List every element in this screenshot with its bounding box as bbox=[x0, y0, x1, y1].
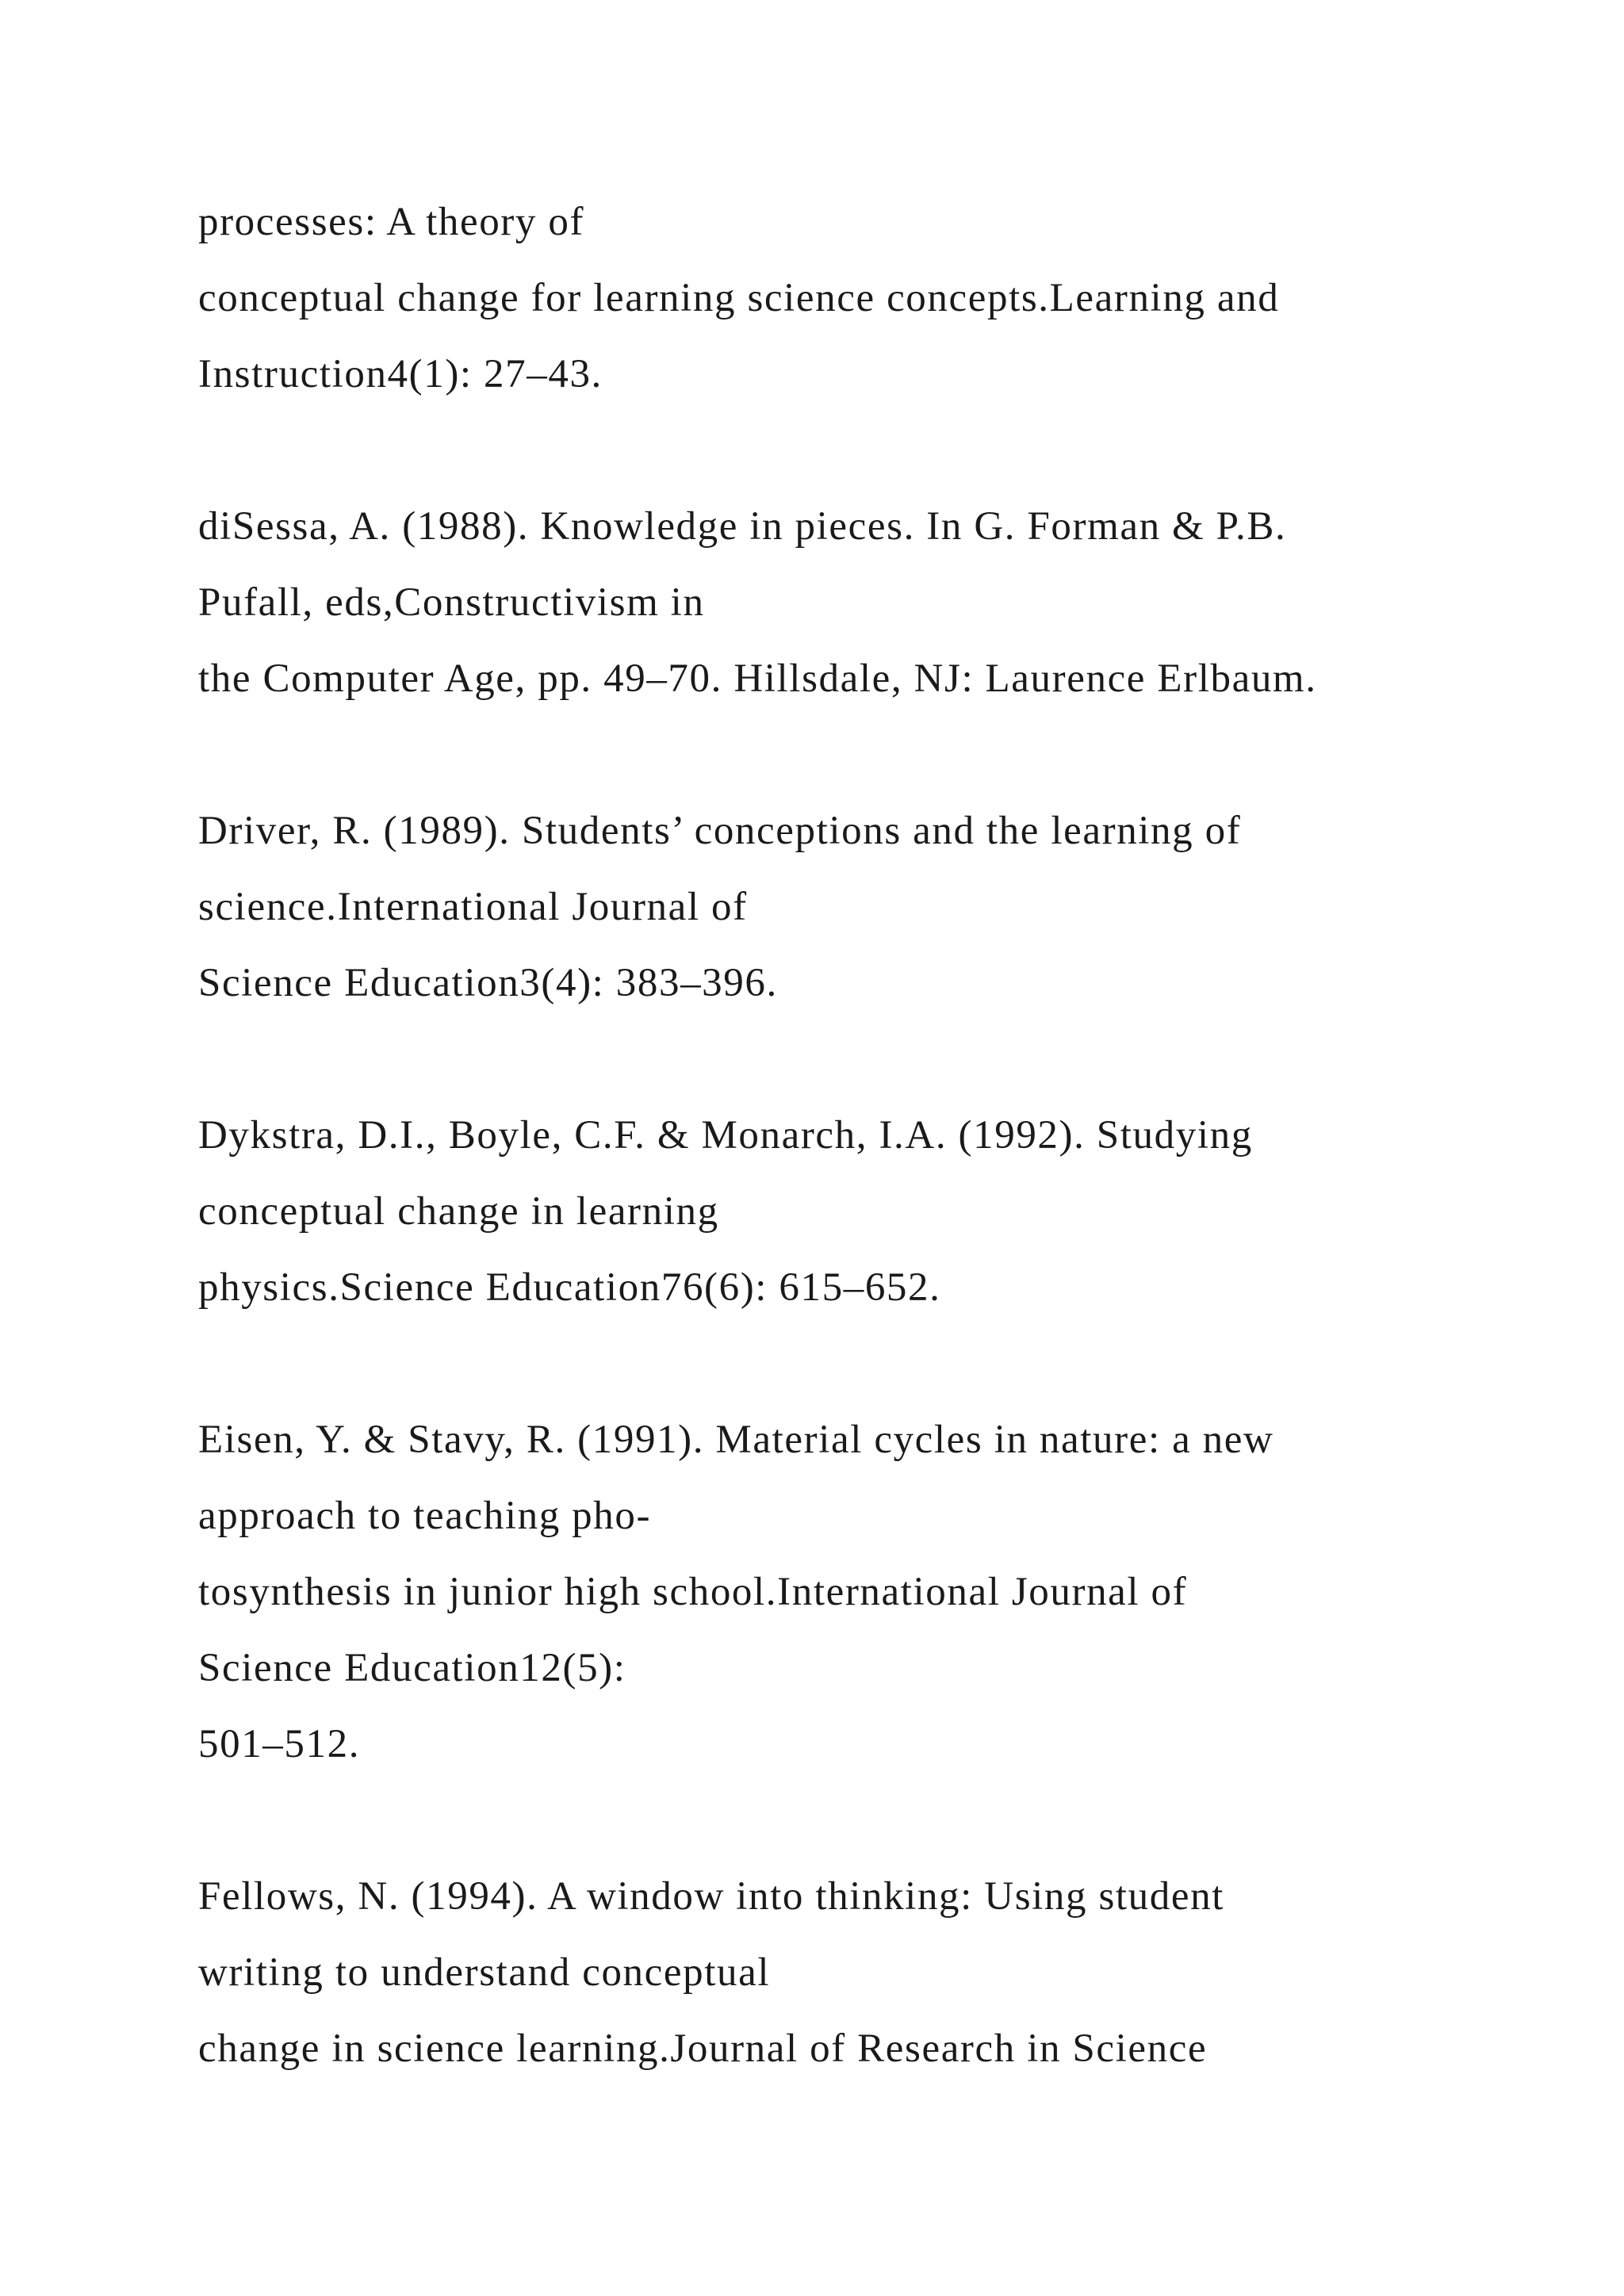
reference-line: Driver, R. (1989). Students’ conceptions and the learning of bbox=[198, 809, 1242, 853]
reference-entry bbox=[198, 1402, 1578, 1782]
reference-list bbox=[198, 184, 1578, 2163]
reference-line: Instruction4(1): 27–43. bbox=[198, 352, 603, 396]
reference-line: the Computer Age, pp. 49–70. Hillsdale, NJ: Laurence Erlbaum. bbox=[198, 656, 1317, 701]
reference-line: science.International Journal of bbox=[198, 885, 748, 929]
reference-line: approach to teaching pho- bbox=[198, 1494, 652, 1538]
reference-line: diSessa, A. (1988). Knowledge in pieces. In G. Forman & P.B. bbox=[198, 504, 1287, 549]
reference-line: physics.Science Education76(6): 615–652. bbox=[198, 1265, 941, 1310]
reference-line: Science Education12(5): bbox=[198, 1646, 626, 1690]
reference-entry bbox=[198, 793, 1578, 1021]
reference-line: writing to understand conceptual bbox=[198, 1950, 771, 1995]
reference-line: processes: A theory of bbox=[198, 200, 585, 244]
reference-entry bbox=[198, 1858, 1578, 2087]
reference-line: Pufall, eds,Constructivism in bbox=[198, 580, 705, 625]
reference-line: Dykstra, D.I., Boyle, C.F. & Monarch, I.A. (1992). Studying bbox=[198, 1113, 1253, 1158]
reference-line: change in science learning.Journal of Research in Science bbox=[198, 2026, 1208, 2071]
reference-line: conceptual change in learning bbox=[198, 1189, 719, 1234]
reference-entry bbox=[198, 488, 1578, 717]
reference-line: Fellows, N. (1994). A window into thinking: Using student bbox=[198, 1874, 1224, 1919]
reference-line: Eisen, Y. & Stavy, R. (1991). Material cycles in nature: a new bbox=[198, 1418, 1274, 1462]
reference-line: 501–512. bbox=[198, 1722, 361, 1766]
reference-line: Science Education3(4): 383–396. bbox=[198, 961, 778, 1005]
reference-entry bbox=[198, 184, 1578, 412]
reference-line: conceptual change for learning science concepts.Learning and bbox=[198, 276, 1280, 320]
reference-entry bbox=[198, 1097, 1578, 1326]
reference-line: tosynthesis in junior high school.International Journal of bbox=[198, 1570, 1188, 1614]
